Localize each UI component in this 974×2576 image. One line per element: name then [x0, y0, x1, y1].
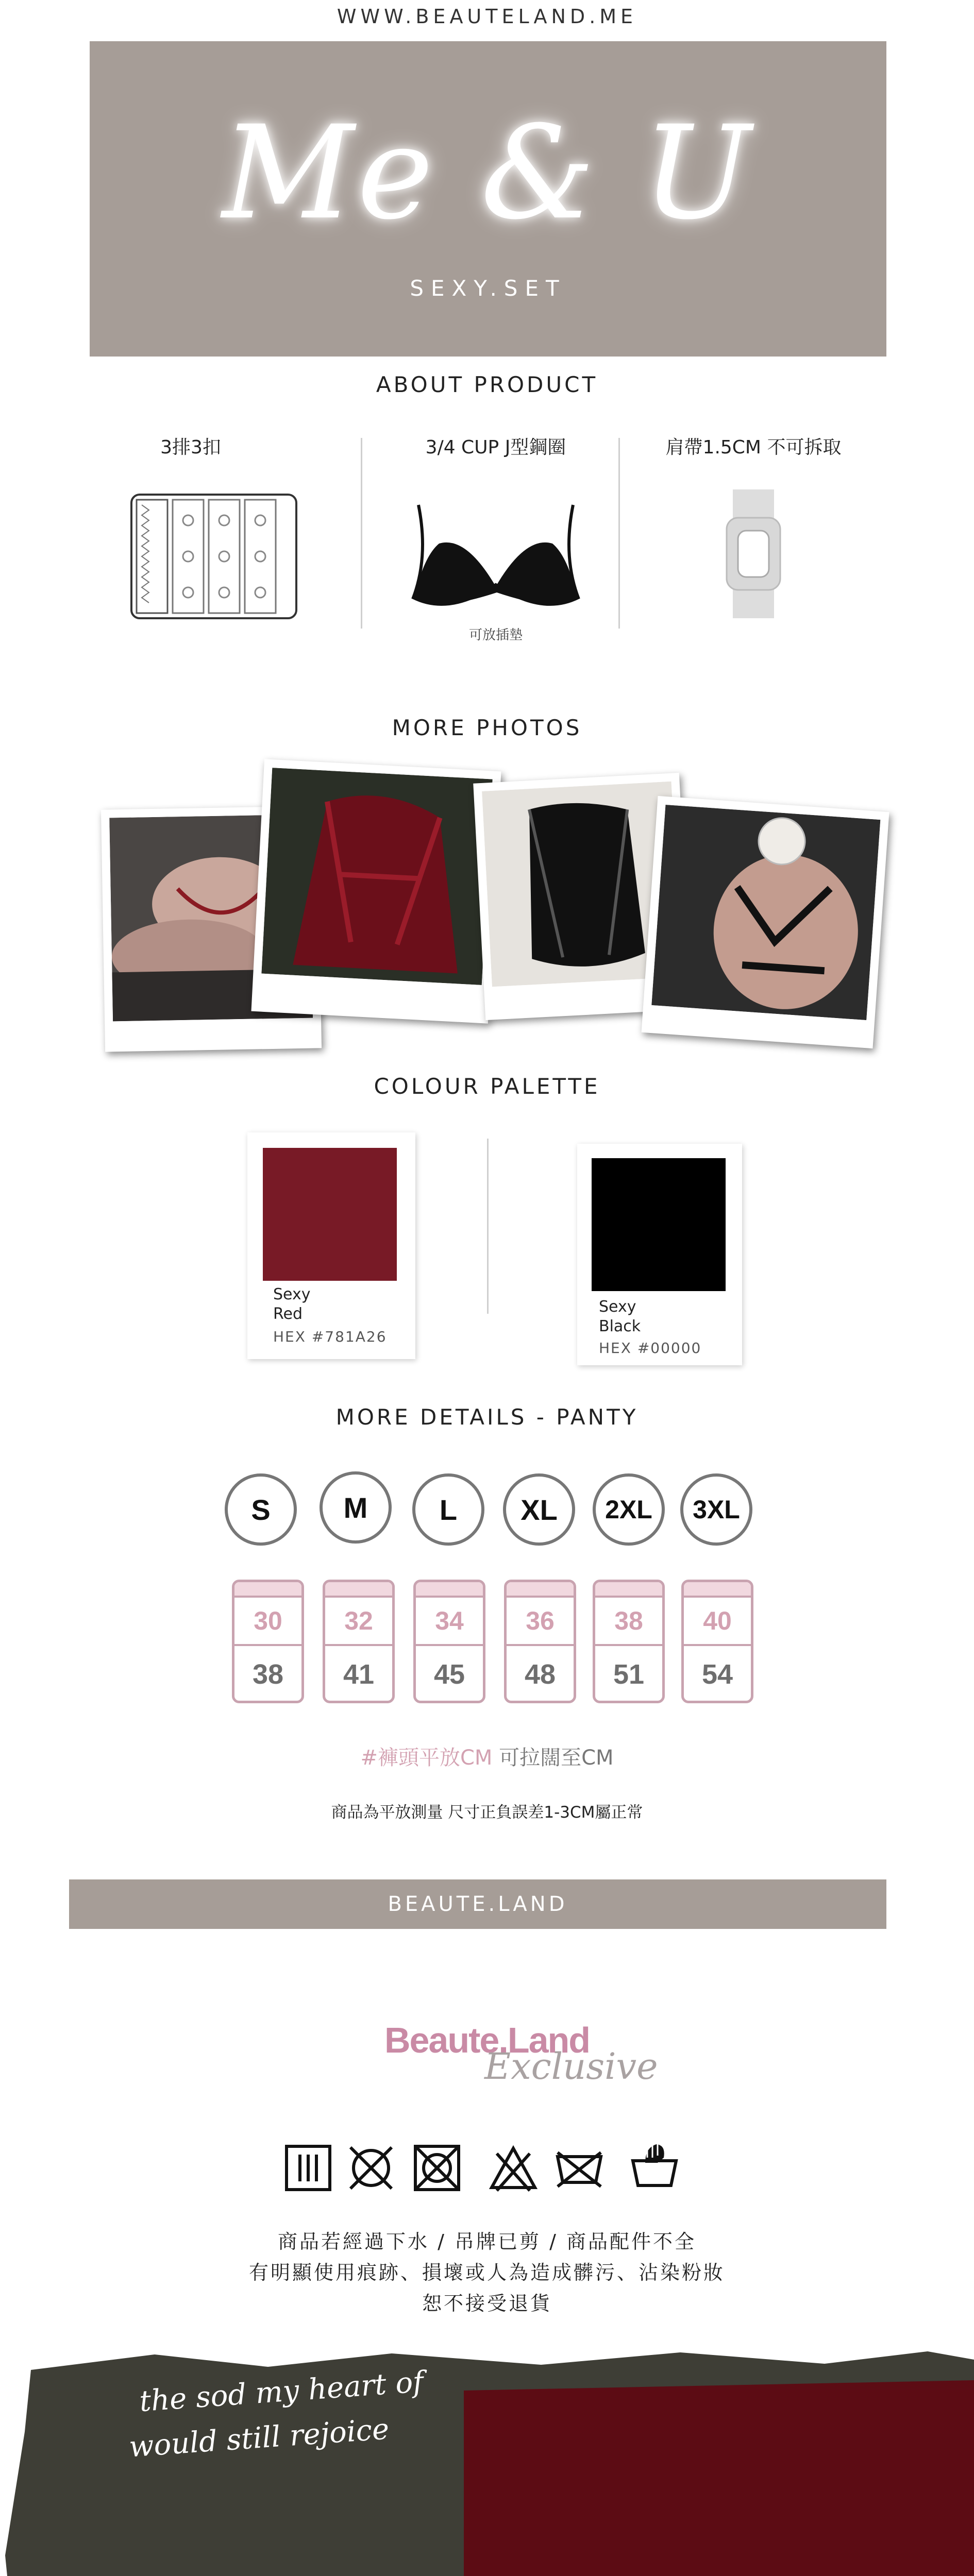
photo-2 [261, 768, 492, 985]
brand-logo: Beaute.Land [384, 2020, 590, 2060]
stretch-width-value: 51 [613, 1659, 645, 1690]
stretch-width-value: 54 [701, 1659, 733, 1690]
size-option-l[interactable]: L [412, 1473, 484, 1546]
do-not-bleach-icon [346, 2143, 396, 2193]
brand-band[interactable]: BEAUTE.LAND [69, 1879, 886, 1929]
about-closure [62, 433, 320, 649]
divider [618, 438, 620, 629]
bra-icon [403, 495, 589, 618]
swatch-name-line1: Sexy [273, 1285, 311, 1303]
feature-caption-line1: the sod my heart of [138, 2365, 425, 2419]
swatch-name-line1: Sexy [599, 1298, 636, 1316]
size-measure-card-3xl [681, 1580, 753, 1703]
size-measure-card-s [232, 1580, 304, 1703]
hero-banner [90, 41, 886, 357]
divider [487, 1139, 489, 1314]
photos-title: MORE PHOTOS [392, 715, 582, 740]
photo-4 [651, 805, 880, 1020]
color-swatch-red [263, 1148, 397, 1281]
flat-width-value: 38 [595, 1598, 662, 1646]
flat-width-value: 40 [684, 1598, 751, 1646]
about-note-pad: 可放插墊 [468, 628, 523, 643]
flat-width-value: 36 [507, 1598, 574, 1646]
hand-wash-only-icon [630, 2140, 679, 2190]
do-not-dry-clean-icon [555, 2143, 604, 2193]
about-strap [625, 433, 882, 649]
site-url[interactable]: WWW.BEAUTELAND.ME [337, 5, 637, 28]
swatch-card-red[interactable] [247, 1132, 415, 1359]
about-label-cup: 3/4 CUP J型鋼圈 [425, 437, 566, 458]
swatch-hex: HEX #781A26 [273, 1328, 387, 1345]
hero-title: Me & U [222, 98, 754, 248]
details-title: MORE DETAILS - PANTY [335, 1404, 639, 1430]
swatch-name-line2: Black [599, 1317, 641, 1335]
about-label-closure: 3排3扣 [160, 437, 221, 458]
brand-logo-sub: Exclusive [484, 2045, 658, 2088]
stretch-width-value: 38 [252, 1659, 284, 1690]
stretch-width-value: 45 [433, 1659, 465, 1690]
size-measure-card-xl [504, 1580, 576, 1703]
photo-card-4[interactable] [642, 796, 889, 1048]
feature-caption-line2: would still rejoice [128, 2412, 391, 2464]
do-not-tumble-dry-icon [412, 2143, 462, 2193]
flat-width-value: 30 [234, 1598, 301, 1646]
return-policy-line3: 恕不接受退貨 [422, 2292, 552, 2315]
hook-eye-closure-icon [121, 489, 301, 623]
stretch-width-value: 48 [524, 1659, 556, 1690]
size-note-highlight: #褲頭平放CM [360, 1746, 493, 1770]
size-option-s[interactable]: S [225, 1473, 297, 1546]
swatch-hex: HEX #00000 [599, 1340, 702, 1357]
hand-wash-icon [283, 2143, 333, 2193]
hero-subtitle: SEXY.SET [410, 276, 566, 301]
return-policy-line1: 商品若經過下水 / 吊牌已剪 / 商品配件不全 [278, 2230, 696, 2253]
size-option-xl[interactable]: XL [503, 1473, 575, 1546]
stretch-width-value: 41 [343, 1659, 375, 1690]
flat-width-value: 32 [325, 1598, 392, 1646]
size-measure-card-m [323, 1580, 395, 1703]
do-not-iron-icon [489, 2143, 538, 2193]
about-title: ABOUT PRODUCT [376, 372, 598, 397]
measure-note: 商品為平放測量 尺寸正負誤差1-3CM屬正常 [331, 1803, 643, 1822]
return-policy-line2: 有明顯使用痕跡、損壞或人為造成髒污、沾染粉妝 [248, 2261, 725, 2284]
size-measure-card-2xl [593, 1580, 665, 1703]
size-note-text: 可拉闊至CM [492, 1746, 614, 1770]
size-option-m[interactable]: M [320, 1471, 392, 1544]
size-option-2xl[interactable]: 2XL [593, 1473, 665, 1546]
size-option-3xl[interactable]: 3XL [680, 1473, 752, 1546]
about-cup [367, 433, 625, 649]
swatch-name-line2: Red [273, 1305, 303, 1323]
size-note [0, 1741, 974, 1771]
photo-card-2[interactable] [251, 759, 501, 1023]
strap-buckle-icon [723, 489, 784, 618]
about-label-strap: 肩帶1.5CM 不可拆取 [665, 437, 842, 458]
palette-title: COLOUR PALETTE [374, 1074, 600, 1099]
swatch-card-black[interactable] [577, 1144, 742, 1365]
size-measure-card-l [413, 1580, 485, 1703]
divider [361, 438, 362, 629]
color-swatch-black [592, 1158, 726, 1291]
flat-width-value: 34 [416, 1598, 483, 1646]
